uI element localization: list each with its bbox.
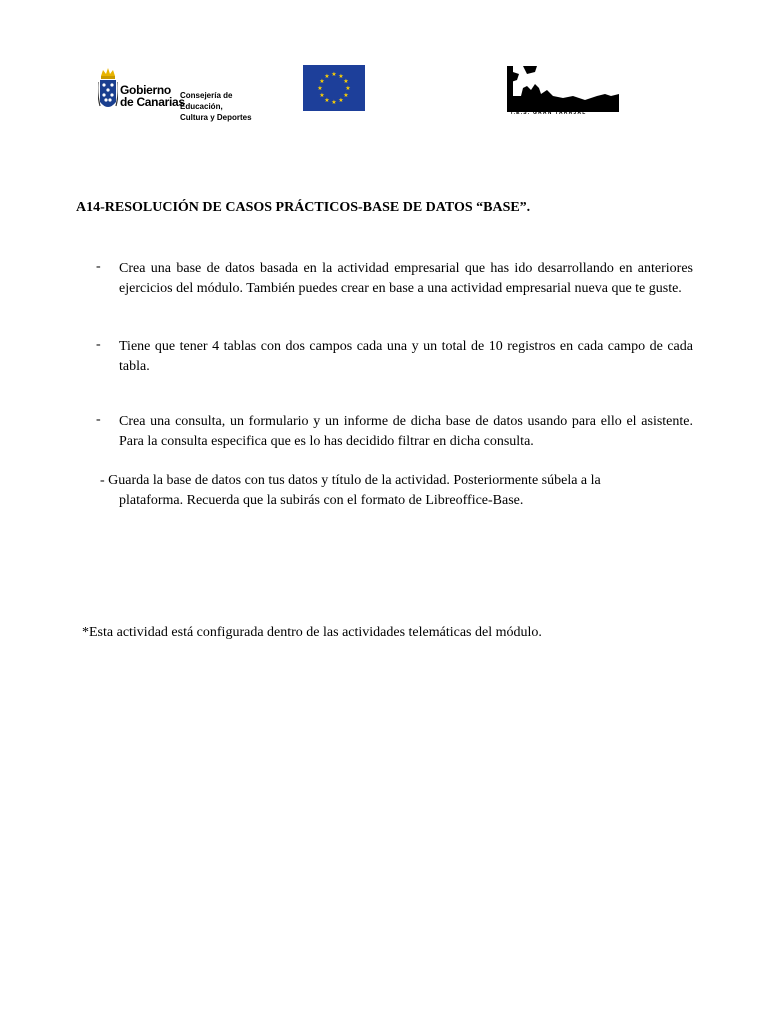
svg-text:★: ★ — [343, 78, 349, 85]
footnote: *Esta actividad está configurada dentro de las actividades telemáticas del módulo. — [82, 625, 542, 640]
svg-text:★: ★ — [319, 78, 325, 85]
ies-gran-tarajal-logo — [507, 66, 619, 118]
svg-text:★: ★ — [343, 92, 349, 99]
canarias-coat-of-arms-icon — [98, 66, 118, 116]
gobierno-line-2: de Canarias — [120, 95, 185, 109]
instruction-item-4 — [100, 471, 694, 510]
bullet-marker: - — [96, 412, 101, 427]
bullet-marker: - — [96, 337, 101, 352]
svg-text:★: ★ — [331, 99, 337, 106]
svg-text:★: ★ — [324, 73, 330, 80]
consejeria-line-1: Consejería de Educación, — [180, 91, 233, 111]
svg-text:★: ★ — [345, 85, 351, 92]
svg-text:★: ★ — [338, 73, 344, 80]
instruction-item-4-line-2: plataforma. Recuerda que la subirás con el formato de Libreoffice-Base. — [119, 492, 524, 508]
gobierno-de-canarias-logo — [98, 66, 273, 122]
instruction-item-3: Crea una consulta, un formulario y un informe de dicha base de datos usando para ello el asistente. Para la consulta especifica que es lo has decidido filtrar en dicha consulta. — [119, 414, 693, 449]
ies-name: I.E.S. GRAN TARAJAL — [511, 110, 587, 116]
consejeria-line-2: Cultura y Deportes — [180, 113, 252, 122]
svg-text:★: ★ — [331, 71, 337, 78]
instruction-item-4-line-1: - Guarda la base de datos con tus datos y título de la actividad. Posteriormente súbela a la — [100, 473, 601, 488]
svg-text:★: ★ — [338, 97, 344, 104]
european-union-flag-icon — [303, 65, 365, 111]
svg-text:★: ★ — [317, 85, 323, 92]
ies-silhouette-icon — [507, 66, 619, 112]
bullet-marker: - — [96, 259, 101, 274]
instruction-item-2: Tiene que tener 4 tablas con dos campos cada una y un total de 10 registros en cada campo de cada tabla. — [119, 339, 693, 374]
document-header — [0, 0, 768, 130]
svg-text:★: ★ — [324, 97, 330, 104]
document-title: A14-RESOLUCIÓN DE CASOS PRÁCTICOS-BASE DE DATOS “BASE”. — [76, 200, 531, 215]
svg-text:★: ★ — [319, 92, 325, 99]
gobierno-line-1: Gobierno — [120, 83, 171, 97]
gobierno-de-canarias-name — [120, 84, 185, 108]
instruction-item-1: Crea una base de datos basada en la actividad empresarial que has ido desarrollando en anteriores ejercicios del módulo. También puedes crear en base a una actividad empresarial nueva que te guste. — [119, 261, 693, 296]
consejeria-name — [180, 90, 273, 123]
